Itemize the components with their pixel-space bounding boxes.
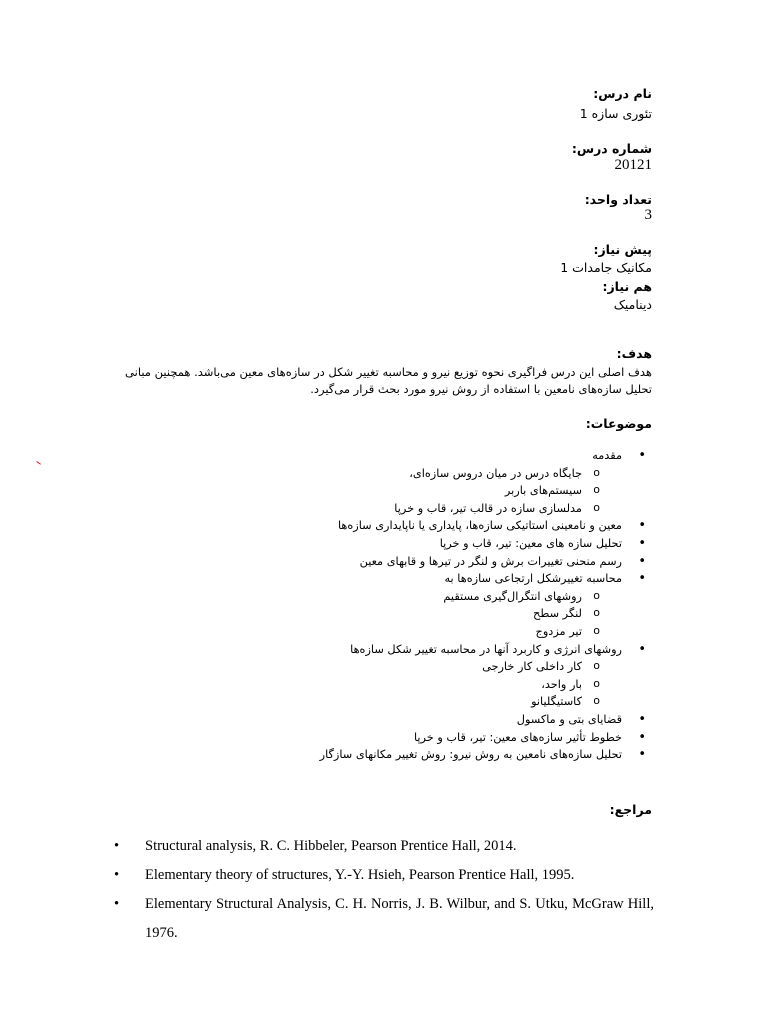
topic-item: • محاسبه تغییرشکل ارتجاعی سازه‌ها به [92,570,652,588]
reference-item: • Elementary theory of structures, Y.-Y. Hsieh, Pearson Prentice Hall, 1995. [114,861,654,890]
course-name-value: تئوری سازه 1 [579,106,652,121]
goal-label: هدف: [616,346,652,361]
subtopic-item: o سیستم‌های باربر [92,482,652,500]
references-list [114,832,654,948]
topic-item: • تحلیل سازه های معین: تیر، قاب و خرپا [92,535,652,553]
corequisite-label: هم نیاز: [602,279,652,294]
goal-line-1: هدف اصلی این درس فراگیری نحوه توزیع نیرو و محاسبه تغییر شکل در سازه‌های معین می‌باشد. همچنین مبانی [125,365,652,379]
topic-item: • رسم منحنی تغییرات برش و لنگر در تیرها و قابهای معین [92,553,652,571]
reference-item: • Elementary Structural Analysis, C. H. Norris, J. B. Wilbur, and S. Utku, McGraw Hill, 1976. [114,890,654,948]
topic-item: • روشهای انرژی و کاربرد آنها در محاسبه تغییر شکل سازه‌ها [92,641,652,659]
topic-item: • مقدمه [92,447,652,465]
subtopic-item: o روشهای انتگرال‌گیری مستقیم [92,588,652,606]
units-label: تعداد واحد: [584,192,652,207]
topic-item: • معین و نامعینی استاتیکی سازه‌ها، پایداری یا ناپایداری سازه‌ها [92,517,652,535]
course-number-value: 20121 [614,157,652,173]
subtopic-item: o مدلسازی سازه در قالب تیر، قاب و خرپا [92,500,652,518]
corequisite-value: دینامیک [613,297,652,312]
red-mark [34,461,41,468]
subtopic-item: o جایگاه درس در میان دروس سازه‌ای، [92,465,652,483]
topic-item: • قضایای بتی و ماکسول [92,711,652,729]
topics-label: موضوعات: [585,416,652,431]
subtopic-item: o تیر مزدوج [92,623,652,641]
references-label: مراجع: [609,802,652,817]
course-number-label: شماره درس: [571,141,652,156]
course-name-label: نام درس: [593,86,652,101]
prerequisite-label: پیش نیاز: [593,242,652,257]
units-value: 3 [644,207,652,223]
subtopic-item: o کار داخلی کار خارجی [92,658,652,676]
subtopic-item: o بار واحد، [92,676,652,694]
topic-item: • تحلیل سازه‌های نامعین به روش نیرو: روش تغییر مکانهای سازگار [92,746,652,764]
goal-line-2: تحلیل سازه‌های نامعین با استفاده از روش نیرو مورد بحث قرار می‌گیرد. [310,382,652,396]
subtopic-item: o کاستیگلیانو [92,693,652,711]
subtopic-item: o لنگر سطح [92,605,652,623]
prerequisite-value: مکانیک جامدات 1 [560,260,652,275]
reference-item: • Structural analysis, R. C. Hibbeler, Pearson Prentice Hall, 2014. [114,832,654,861]
topic-item: • خطوط تأثیر سازه‌های معین: تیر، قاب و خرپا [92,729,652,747]
topics-list [92,447,652,764]
